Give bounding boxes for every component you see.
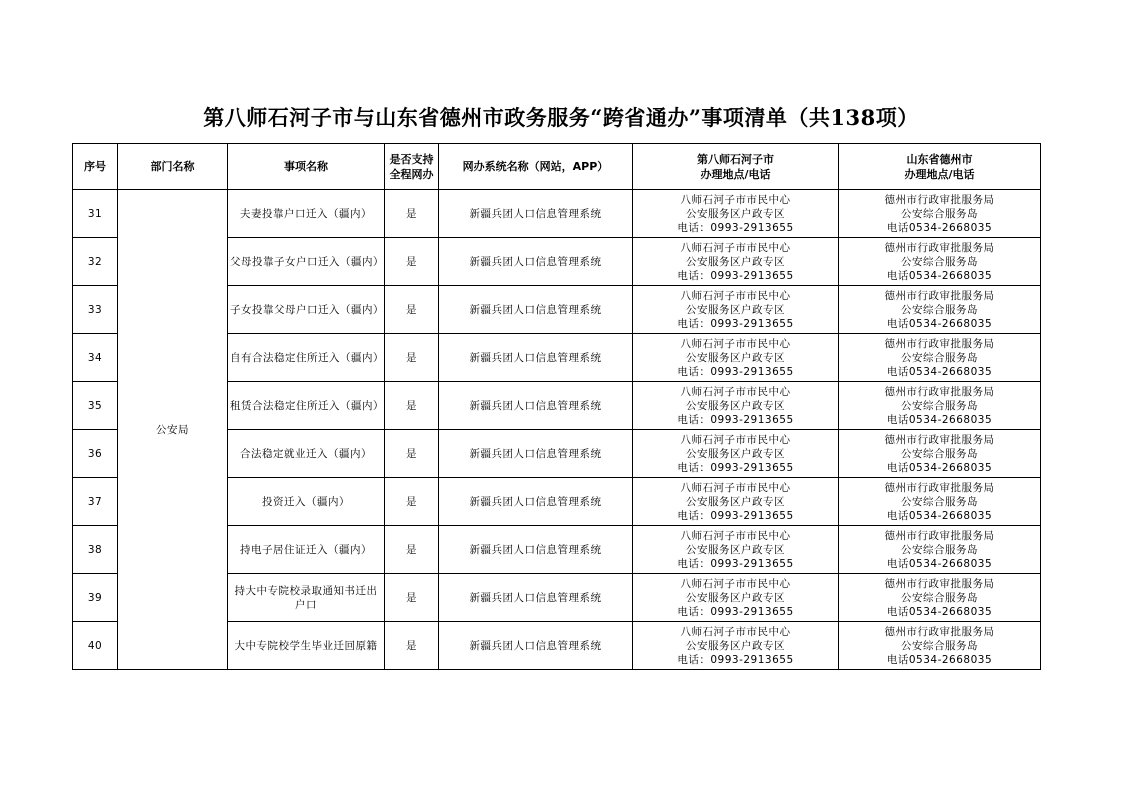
local-location-line: 电话：0993-2913655 (677, 653, 794, 666)
local-location-line: 八师石河子市市民中心 (680, 529, 791, 542)
row-system: 新疆兵团人口信息管理系统 (439, 190, 633, 238)
local-location-line: 电话：0993-2913655 (677, 365, 794, 378)
remote-location-line: 公安综合服务岛 (901, 447, 978, 460)
row-seq: 37 (73, 478, 118, 526)
table-body (73, 190, 1041, 670)
row-seq: 35 (73, 382, 118, 430)
row-local-location (633, 622, 839, 670)
local-location-line: 八师石河子市市民中心 (680, 481, 791, 494)
row-system: 新疆兵团人口信息管理系统 (439, 334, 633, 382)
remote-location-line: 公安综合服务岛 (901, 399, 978, 412)
remote-location-line: 电话0534-2668035 (886, 269, 993, 282)
remote-location-line: 德州市行政审批服务局 (884, 625, 995, 638)
local-location-line: 公安服务区户政专区 (686, 351, 785, 364)
local-location-line: 电话：0993-2913655 (677, 317, 794, 330)
remote-location-line: 电话0534-2668035 (886, 365, 993, 378)
row-local-location (633, 238, 839, 286)
local-location-line: 公安服务区户政专区 (686, 207, 785, 220)
local-location-line: 八师石河子市市民中心 (680, 241, 791, 254)
table-row (73, 190, 1041, 238)
row-remote-location (839, 382, 1041, 430)
row-local-location (633, 190, 839, 238)
remote-location-line: 公安综合服务岛 (901, 495, 978, 508)
remote-location-line: 德州市行政审批服务局 (884, 193, 995, 206)
row-seq: 31 (73, 190, 118, 238)
row-online: 是 (385, 478, 439, 526)
local-location-line: 电话：0993-2913655 (677, 605, 794, 618)
header-seq: 序号 (73, 144, 118, 190)
row-seq: 32 (73, 238, 118, 286)
remote-location-line: 公安综合服务岛 (901, 255, 978, 268)
local-location-line: 公安服务区户政专区 (686, 447, 785, 460)
local-location-line: 公安服务区户政专区 (686, 255, 785, 268)
header-local-line: 办理地点/电话 (700, 167, 771, 181)
row-item-name: 父母投靠子女户口迁入（疆内） (228, 238, 385, 286)
row-local-location (633, 334, 839, 382)
local-location-line: 八师石河子市市民中心 (680, 193, 791, 206)
row-online: 是 (385, 190, 439, 238)
document-title: 第八师石河子市与山东省德州市政务服务“跨省通办”事项清单（共138项） (203, 105, 919, 130)
row-remote-location (839, 574, 1041, 622)
remote-location-line: 公安综合服务岛 (901, 591, 978, 604)
row-item-name: 持电子居住证迁入（疆内） (228, 526, 385, 574)
header-local (633, 144, 839, 190)
row-seq: 40 (73, 622, 118, 670)
header-system: 网办系统名称（网站，APP） (439, 144, 633, 190)
remote-location-line: 德州市行政审批服务局 (884, 481, 995, 494)
row-seq: 39 (73, 574, 118, 622)
row-online: 是 (385, 574, 439, 622)
remote-location-line: 德州市行政审批服务局 (884, 385, 995, 398)
remote-location-line: 公安综合服务岛 (901, 639, 978, 652)
row-system: 新疆兵团人口信息管理系统 (439, 478, 633, 526)
local-location-line: 电话：0993-2913655 (677, 557, 794, 570)
local-location-line: 电话：0993-2913655 (677, 413, 794, 426)
row-local-location (633, 574, 839, 622)
row-item-name: 夫妻投靠户口迁入（疆内） (228, 190, 385, 238)
remote-location-line: 电话0534-2668035 (886, 221, 993, 234)
remote-location-line: 德州市行政审批服务局 (884, 577, 995, 590)
service-items-table (72, 143, 1041, 670)
remote-location-line: 电话0534-2668035 (886, 461, 993, 474)
row-local-location (633, 382, 839, 430)
remote-location-line: 德州市行政审批服务局 (884, 289, 995, 302)
row-system: 新疆兵团人口信息管理系统 (439, 574, 633, 622)
remote-location-line: 德州市行政审批服务局 (884, 337, 995, 350)
row-local-location (633, 478, 839, 526)
local-location-line: 公安服务区户政专区 (686, 303, 785, 316)
row-online: 是 (385, 430, 439, 478)
header-remote-line: 山东省德州市 (906, 152, 973, 166)
row-item-name: 投资迁入（疆内） (228, 478, 385, 526)
row-remote-location (839, 286, 1041, 334)
row-system: 新疆兵团人口信息管理系统 (439, 382, 633, 430)
local-location-line: 电话：0993-2913655 (677, 221, 794, 234)
local-location-line: 八师石河子市市民中心 (680, 433, 791, 446)
row-local-location (633, 526, 839, 574)
row-remote-location (839, 238, 1041, 286)
remote-location-line: 公安综合服务岛 (901, 543, 978, 556)
remote-location-line: 电话0534-2668035 (886, 653, 993, 666)
row-remote-location (839, 430, 1041, 478)
row-item-name: 子女投靠父母户口迁入（疆内） (228, 286, 385, 334)
row-remote-location (839, 334, 1041, 382)
local-location-line: 八师石河子市市民中心 (680, 577, 791, 590)
header-local-line: 第八师石河子市 (697, 152, 774, 166)
local-location-line: 电话：0993-2913655 (677, 509, 794, 522)
row-seq: 38 (73, 526, 118, 574)
header-online-line: 全程网办 (389, 167, 434, 181)
local-location-line: 公安服务区户政专区 (686, 495, 785, 508)
row-system: 新疆兵团人口信息管理系统 (439, 526, 633, 574)
table-header-row (73, 144, 1041, 190)
row-system: 新疆兵团人口信息管理系统 (439, 238, 633, 286)
row-remote-location (839, 622, 1041, 670)
row-item-name: 大中专院校学生毕业迁回原籍 (228, 622, 385, 670)
row-item-name: 持大中专院校录取通知书迁出户口 (228, 574, 385, 622)
local-location-line: 公安服务区户政专区 (686, 399, 785, 412)
department-cell: 公安局 (118, 190, 228, 670)
row-remote-location (839, 478, 1041, 526)
header-online (385, 144, 439, 190)
row-seq: 36 (73, 430, 118, 478)
row-local-location (633, 286, 839, 334)
local-location-line: 八师石河子市市民中心 (680, 625, 791, 638)
row-online: 是 (385, 334, 439, 382)
row-seq: 33 (73, 286, 118, 334)
remote-location-line: 德州市行政审批服务局 (884, 433, 995, 446)
remote-location-line: 德州市行政审批服务局 (884, 529, 995, 542)
remote-location-line: 电话0534-2668035 (886, 413, 993, 426)
row-remote-location (839, 190, 1041, 238)
row-online: 是 (385, 526, 439, 574)
row-online: 是 (385, 286, 439, 334)
header-online-line: 是否支持 (389, 152, 434, 166)
row-online: 是 (385, 382, 439, 430)
row-system: 新疆兵团人口信息管理系统 (439, 622, 633, 670)
header-remote-line: 办理地点/电话 (904, 167, 975, 181)
remote-location-line: 电话0534-2668035 (886, 557, 993, 570)
row-item-name: 租赁合法稳定住所迁入（疆内） (228, 382, 385, 430)
row-system: 新疆兵团人口信息管理系统 (439, 286, 633, 334)
header-dept: 部门名称 (118, 144, 228, 190)
local-location-line: 公安服务区户政专区 (686, 543, 785, 556)
row-item-name: 自有合法稳定住所迁入（疆内） (228, 334, 385, 382)
row-remote-location (839, 526, 1041, 574)
remote-location-line: 电话0534-2668035 (886, 605, 993, 618)
header-item: 事项名称 (228, 144, 385, 190)
remote-location-line: 公安综合服务岛 (901, 207, 978, 220)
local-location-line: 电话：0993-2913655 (677, 269, 794, 282)
row-system: 新疆兵团人口信息管理系统 (439, 430, 633, 478)
local-location-line: 八师石河子市市民中心 (680, 289, 791, 302)
remote-location-line: 德州市行政审批服务局 (884, 241, 995, 254)
local-location-line: 公安服务区户政专区 (686, 639, 785, 652)
local-location-line: 电话：0993-2913655 (677, 461, 794, 474)
row-seq: 34 (73, 334, 118, 382)
row-online: 是 (385, 238, 439, 286)
remote-location-line: 公安综合服务岛 (901, 303, 978, 316)
local-location-line: 八师石河子市市民中心 (680, 337, 791, 350)
header-remote (839, 144, 1041, 190)
remote-location-line: 公安综合服务岛 (901, 351, 978, 364)
local-location-line: 公安服务区户政专区 (686, 591, 785, 604)
row-local-location (633, 430, 839, 478)
local-location-line: 八师石河子市市民中心 (680, 385, 791, 398)
row-item-name: 合法稳定就业迁入（疆内） (228, 430, 385, 478)
remote-location-line: 电话0534-2668035 (886, 317, 993, 330)
remote-location-line: 电话0534-2668035 (886, 509, 993, 522)
row-online: 是 (385, 622, 439, 670)
